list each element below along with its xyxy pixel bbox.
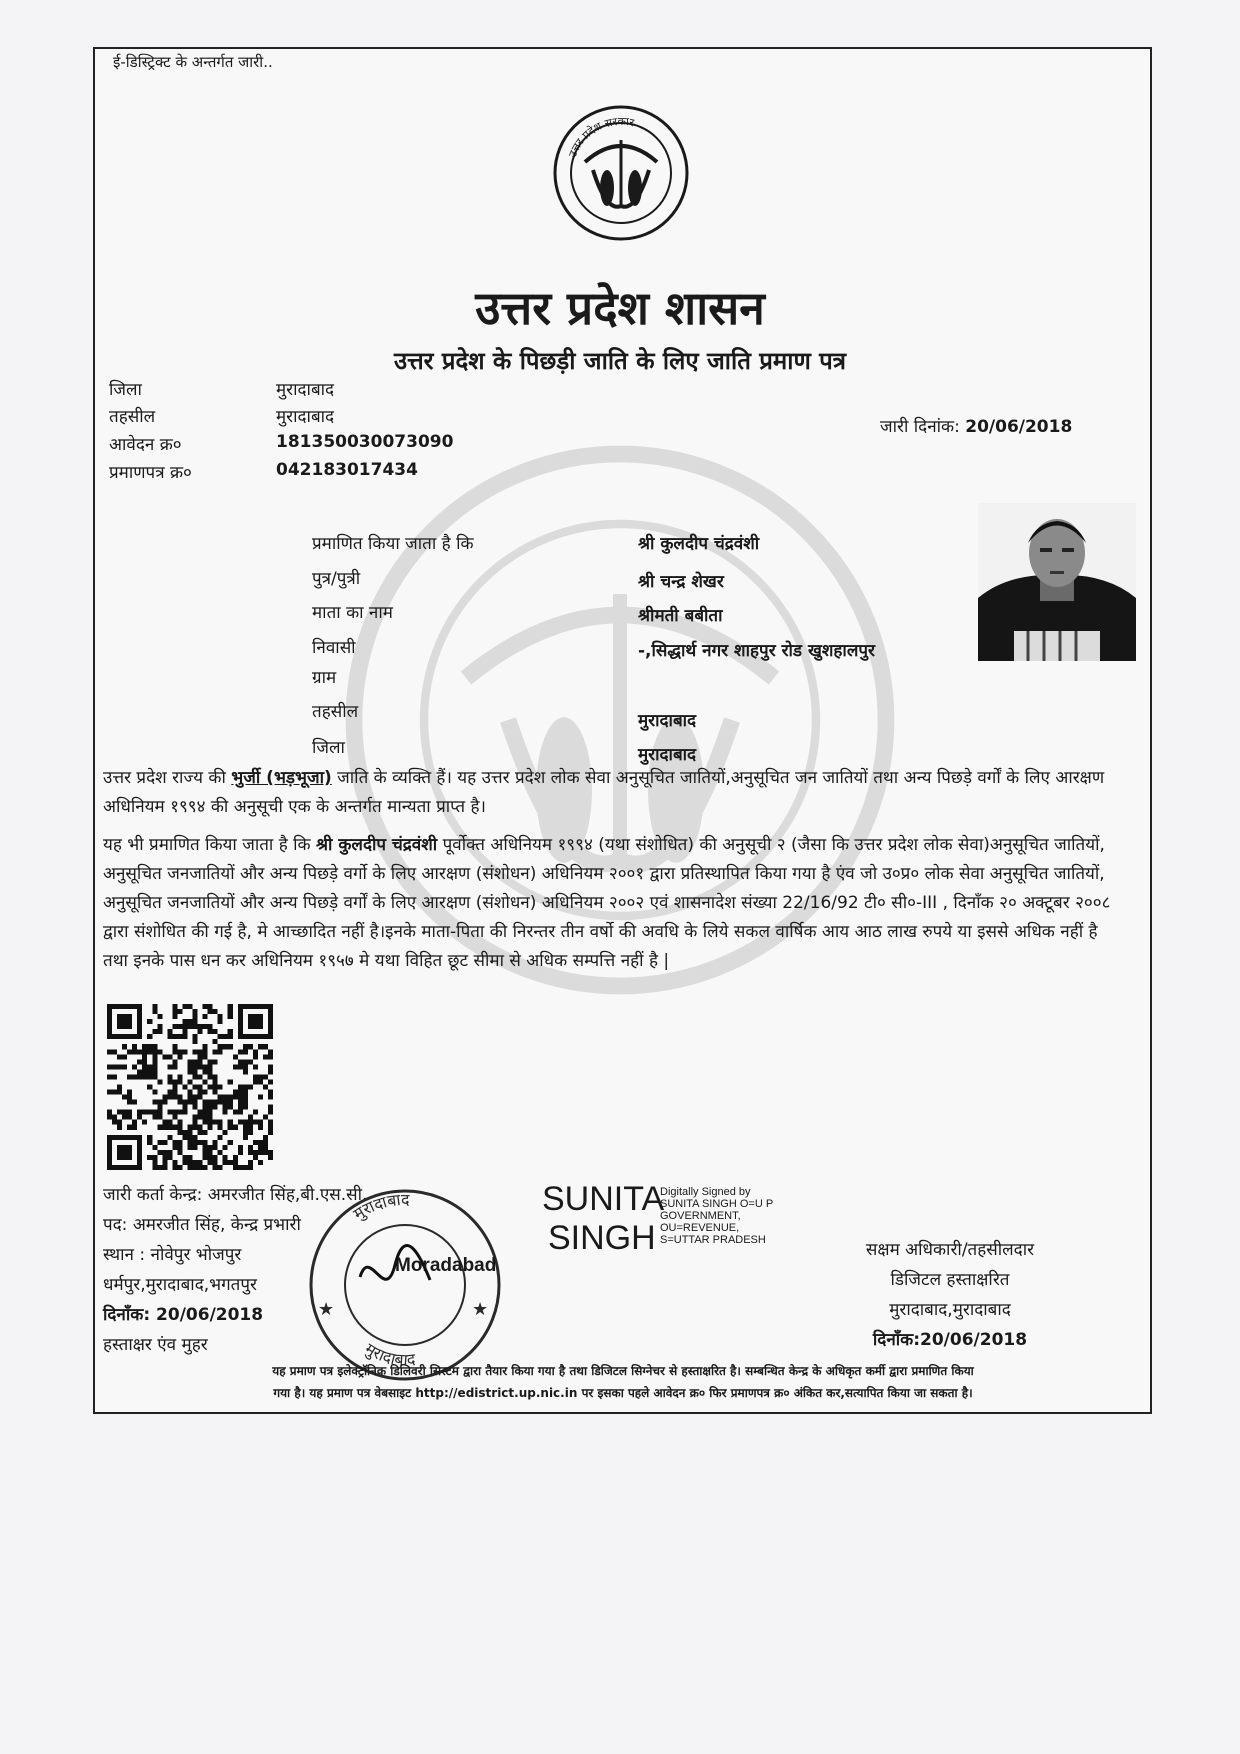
caste-name: भुर्जी (भड़भूजा) xyxy=(231,768,332,788)
signer-last-name: SINGH xyxy=(548,1219,656,1257)
authority-block xyxy=(800,1235,1100,1355)
issuer-address: धर्मपुर,मुरादाबाद,भगतपुर xyxy=(103,1275,257,1295)
seal-bottom-text: मुरादाबाद xyxy=(361,1339,417,1370)
meta-value-certificate-no: 042183017434 xyxy=(276,460,418,480)
meta-value-tehsil: मुरादाबाद xyxy=(276,407,335,427)
sig-line: S=UTTAR PRADESH xyxy=(660,1234,766,1246)
detail-label-tehsil: तहसील xyxy=(312,702,359,722)
issue-date-label: जारी दिनांक: xyxy=(880,417,960,437)
sig-line: Digitally Signed by xyxy=(660,1186,751,1198)
sig-line: GOVERNMENT, xyxy=(660,1210,741,1222)
seal-overlay-text: Moradabad xyxy=(395,1255,497,1276)
issuer-date: दिनाँक: 20/06/2018 xyxy=(103,1305,264,1325)
detail-value-name: श्री कुलदीप चंद्रवंशी xyxy=(638,534,760,554)
verification-footer xyxy=(103,1360,1143,1404)
detail-value-father: श्री चन्द्र शेखर xyxy=(638,572,724,592)
seal-top-text: मुरादाबाद xyxy=(349,1189,410,1224)
footer-line-1: यह प्रमाण पत्र इलेक्ट्रॉनिक डिलिवरी सिस्टम द्वारा तैयार किया गया है तथा डिजिटल सिग्नेचर से हस्ताक्षरित है। सम्बन्धित केन्द्र के अधिकृत कर्मी द्वारा प्रमाणित किया xyxy=(272,1364,974,1378)
caste-statement-paragraph xyxy=(103,764,1123,822)
signer-first-name: SUNITA xyxy=(542,1180,665,1218)
emblem-text: उत्तर प्रदेश सरकार xyxy=(565,114,636,160)
meta-label-application-no: आवेदन क्र० xyxy=(109,435,182,455)
issuer-round-seal xyxy=(300,1185,510,1385)
para2-suffix: पूर्वोक्त अधिनियम १९९४ (यथा संशोधित) की अनुसूची २ (जैसा कि उत्तर प्रदेश लोक सेवा)अनुसूचित जातियों, अनुसूचित जनजातियों और अन्य पिछड़े वर्गो के लिए आरक्षण (संशोधन) अधिनियम २००१ द्वारा प्रतिस्थापित किया गया है एंव जो उ०प्र० लोक सेवा अनुसूचित जातियों, अनुसूचित जनजातियों और अन्य पिछड़े वर्गों के लिए आरक्षण (संशोधन) अधिनियम २००२ एवं शासनादेश संख्या 22/16/92 टी० सी०-III , दिनाँक २० अक्टूबर २००८ द्वारा संशोधित की गई है, मे आच्छादित नहीं है।इनके माता-पिता की निरन्तर तीन वर्षो की अवधि के लिये सकल वार्षिक आय आठ लाख रुपये या इससे अधिक नहीं है तथा इनके पास धन कर अधिनियम १९५७ मे यथा विहित छूट सीमा से अधिक सम्पत्ति नहीं है | xyxy=(103,835,1111,971)
svg-text:★: ★ xyxy=(472,1299,489,1320)
certificate-subtitle: उत्तर प्रदेश के पिछड़ी जाति के लिए जाति प्रमाण पत्र xyxy=(393,347,847,375)
detail-label-district: जिला xyxy=(312,738,345,758)
meta-label-certificate-no: प्रमाणपत्र क्र० xyxy=(109,463,192,483)
para2-applicant-name: श्री कुलदीप चंद्रवंशी xyxy=(316,835,438,855)
authority-title: सक्षम अधिकारी/तहसीलदार xyxy=(865,1240,1035,1260)
exclusion-statement-paragraph xyxy=(103,831,1123,976)
detail-label-son-daughter: पुत्र/पुत्री xyxy=(312,569,361,589)
detail-label-certified: प्रमाणित किया जाता है कि xyxy=(312,534,474,554)
applicant-photo xyxy=(978,503,1136,661)
svg-text:मुरादाबाद xyxy=(350,1190,410,1225)
detail-value-mother: श्रीमती बबीता xyxy=(638,606,723,626)
authority-location: मुरादाबाद,मुरादाबाद xyxy=(889,1300,1011,1320)
svg-text:★: ★ xyxy=(318,1299,335,1320)
digital-signature-details xyxy=(660,1186,773,1246)
sig-line: SUNITA SINGH O=U P xyxy=(660,1198,774,1210)
issuer-sign-label: हस्ताक्षर एंव मुहर xyxy=(103,1335,208,1355)
meta-value-district: मुरादाबाद xyxy=(276,380,335,400)
up-government-emblem-icon xyxy=(551,100,691,246)
meta-value-application-no: 181350030073090 xyxy=(276,432,454,452)
para1-prefix: उत्तर प्रदेश राज्य की xyxy=(103,768,226,788)
footer-line-2: गया है। यह प्रमाण पत्र वेबसाइट http://edistrict.up.nic.in पर इसका पहले आवेदन क्र० फिर प्रमाणपत्र क्र० अंकित कर,सत्यापित किया जा सकता है। xyxy=(273,1386,973,1400)
para1-suffix: जाति के व्यक्ति हैं। यह उत्तर प्रदेश लोक सेवा अनुसूचित जातियों,अनुसूचित जन जातियों तथा अन्य पिछड़े वर्गों के लिए आरक्षण अधिनियम १९९४ की अनुसूची एक के अन्तर्गत मान्यता प्राप्त है। xyxy=(103,768,1105,817)
header-note: ई-डिस्ट्रिक्ट के अन्तर्गत जारी.. xyxy=(113,53,273,71)
detail-label-resident: निवासी xyxy=(312,638,356,658)
issuer-post: पद: अमरजीत सिंह, केन्द्र प्रभारी xyxy=(103,1215,301,1235)
para2-prefix: यह भी प्रमाणित किया जाता है कि xyxy=(103,835,311,855)
issue-date-value: 20/06/2018 xyxy=(965,417,1073,437)
detail-value-district: मुरादाबाद xyxy=(638,745,697,765)
page-title: उत्तर प्रदेश शासन xyxy=(475,281,765,335)
meta-label-district: जिला xyxy=(109,380,142,400)
detail-value-tehsil: मुरादाबाद xyxy=(638,711,697,731)
authority-digital: डिजिटल हस्ताक्षरित xyxy=(890,1270,1010,1290)
qr-code-icon xyxy=(107,1003,273,1171)
issuer-place: स्थान : नोवेपुर भोजपुर xyxy=(103,1245,242,1265)
issuer-center: जारी कर्ता केन्द्र: अमरजीत सिंह,बी.एस.सी. xyxy=(103,1185,368,1205)
detail-label-mother: माता का नाम xyxy=(312,603,393,623)
detail-label-village: ग्राम xyxy=(312,668,337,688)
sig-line: OU=REVENUE, xyxy=(660,1222,740,1234)
authority-date: दिनाँक:20/06/2018 xyxy=(872,1330,1028,1350)
detail-value-resident: -,सिद्धार्थ नगर शाहपुर रोड खुशहालपुर xyxy=(638,641,875,661)
meta-label-tehsil: तहसील xyxy=(109,407,156,427)
